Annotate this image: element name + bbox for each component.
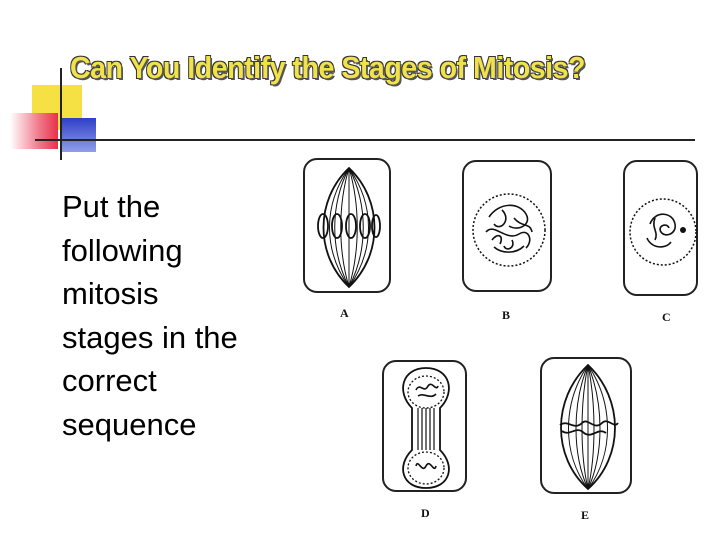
deco-horizontal-line [35,139,695,141]
label-b: B [502,308,511,322]
label-e: E [581,508,590,522]
body-line: following [62,232,183,268]
body-line: stages in the [62,319,238,355]
slide-body-text [62,185,302,446]
cell-e-spindle [542,359,634,496]
cell-e-diagram [540,357,632,494]
cell-c-nucleus [625,162,700,298]
slide-title: Can You Identify the Stages of Mitosis? [70,50,586,85]
cell-b-diagram [462,160,552,292]
label-c: C [662,310,671,324]
cell-d-dividing [384,362,469,494]
deco-vertical-line [60,68,62,160]
body-line: correct [62,363,157,398]
label-d: D [421,506,430,520]
deco-blue-square [62,118,96,152]
cell-b-nucleus [464,162,554,294]
body-line: mitosis [62,276,159,311]
body-line: Put the [62,189,161,224]
deco-red-square [10,113,58,149]
cell-d-diagram [382,360,467,492]
cell-c-diagram [623,160,698,296]
cell-a-spindle [305,160,393,295]
label-a: A [340,306,349,320]
cell-a-diagram [303,158,391,293]
body-line: sequence [62,406,197,442]
